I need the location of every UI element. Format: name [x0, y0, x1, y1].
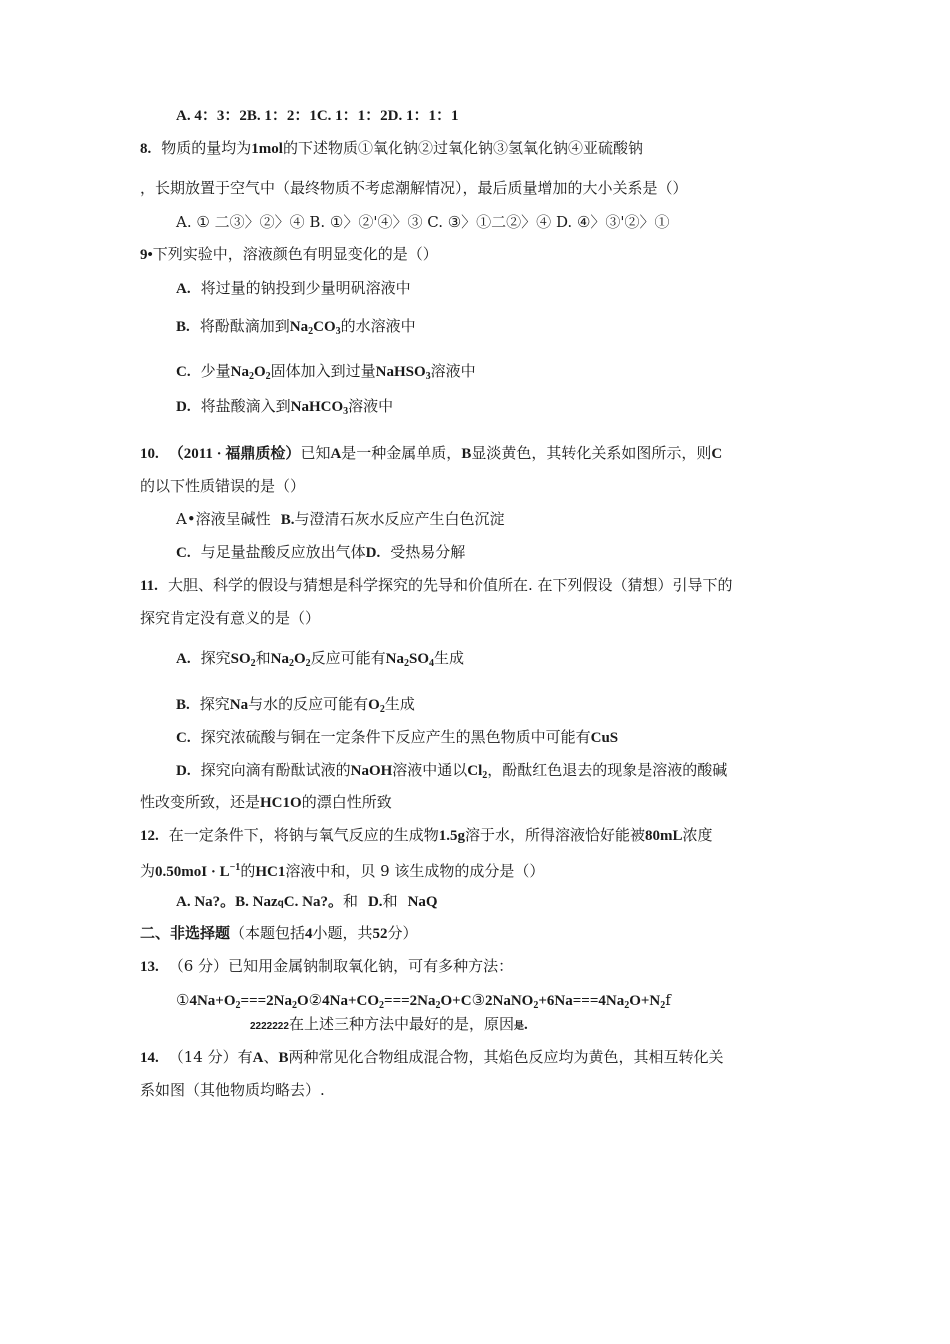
option-text: 将盐酸滴入到	[200, 397, 291, 415]
equation: f	[665, 991, 671, 1009]
q12-text: 溶于水，所得溶液恰好能被	[465, 826, 646, 844]
q13-number: 13.	[140, 959, 159, 975]
q11-option-a	[176, 648, 464, 674]
q13-text: .	[523, 1017, 528, 1033]
formula: CO	[313, 319, 336, 335]
q9-number: 9•	[140, 247, 153, 263]
option-text: 反应可能有	[310, 649, 386, 667]
equation: ===2Na	[240, 993, 292, 1009]
subscript: 2	[308, 326, 314, 337]
option-text: 将酚酞滴加到	[199, 317, 290, 335]
subscript: 2	[660, 1000, 666, 1011]
option-text: 和	[255, 649, 271, 667]
option-text: 溶液中	[348, 397, 394, 415]
equation: 2NaNO	[485, 993, 534, 1009]
option-text: 和	[382, 892, 398, 910]
q14-text: 两种常见化合物组成混合物，其焰色反应均为黄色，其相互转化关	[288, 1048, 724, 1066]
formula: NaHCO	[290, 399, 344, 415]
option-label: C.	[176, 364, 191, 380]
circled-number: ③	[471, 991, 486, 1009]
q13-score: （6 分）	[168, 957, 229, 975]
circled-number: ②	[308, 991, 323, 1009]
q12-text: 为	[140, 862, 156, 880]
option-text: 的水溶液中	[340, 317, 416, 335]
equation: +6Na===4Na	[538, 993, 625, 1009]
subscript: 2	[404, 658, 410, 669]
q10-number: 10.	[140, 446, 159, 462]
q9-option-b	[176, 316, 416, 342]
value: 1.5g	[438, 828, 466, 844]
subscript-row: 2222222	[250, 1021, 289, 1032]
q8-options: A. ① 二③〉②〉④ B. ①〉②'④〉③ C. ③〉①二②〉④ D. ④〉③'②〉①	[176, 213, 670, 231]
equation: O+C	[440, 993, 472, 1009]
section-note: 4	[305, 926, 313, 942]
formula: NaHSO	[375, 364, 426, 380]
subscript: 4	[429, 658, 435, 669]
option-text: 与足量盐酸反应放出气体	[200, 543, 366, 561]
section-note: （本题包括	[230, 924, 306, 942]
subscript: 2	[235, 1000, 241, 1011]
option-text: ，酚酞红色退去的现象是溶液的酸碱	[487, 761, 728, 779]
q8-line1	[140, 138, 643, 159]
option-label: B.	[280, 512, 295, 528]
formula: SO	[409, 651, 430, 667]
section-note: 52	[372, 926, 388, 942]
equation: 4Na+CO	[322, 993, 380, 1009]
q11-text: 大胆、科学的假设与猜想是科学探究的先导和价值所在. 在下列假设（猜想）引导下的	[167, 576, 733, 594]
option-text: q	[277, 898, 284, 909]
formula: Na	[289, 319, 309, 335]
q8-text: 物质的量均为	[161, 139, 252, 157]
q11-number: 11.	[140, 578, 158, 594]
option-label: D.	[365, 545, 381, 561]
q13-line3	[250, 1014, 528, 1037]
option-label: A.	[176, 281, 191, 297]
formula: Na	[270, 651, 289, 667]
option-text: 溶液中	[430, 362, 476, 380]
subscript: 3	[335, 326, 341, 337]
q11-option-d-line2	[140, 792, 392, 813]
subscript: 2	[250, 658, 256, 669]
option-text: 固体加入到过量	[270, 362, 376, 380]
q11-line2: 探究肯定没有意义的是（）	[140, 609, 321, 627]
q11-line1	[140, 575, 732, 596]
q10-line2: 的以下性质错误的是（）	[140, 477, 306, 495]
subscript: 2	[624, 1000, 630, 1011]
option-text: 溶液中通以	[392, 761, 468, 779]
formula: Na	[385, 651, 405, 667]
option-text: 少量	[200, 362, 231, 380]
subscript: 2	[248, 371, 254, 382]
q13-text: 在上述三种方法中最好的是，原因	[288, 1015, 514, 1033]
value: HC1	[255, 864, 286, 880]
subscript: 2	[379, 704, 385, 715]
q13-equations	[176, 990, 671, 1016]
formula: O	[253, 364, 266, 380]
option-label: D.	[367, 894, 383, 910]
q12-line2	[140, 858, 544, 882]
option-label: D.	[176, 399, 191, 415]
subscript: 2	[379, 1000, 385, 1011]
q9-stem	[140, 244, 438, 265]
subscript: 3	[343, 406, 349, 417]
q10-text: 已知	[300, 444, 331, 462]
formula: O	[293, 651, 306, 667]
value: 80mL	[645, 828, 683, 844]
q10-text: 显淡黄色，其转化关系如图所示，则	[471, 444, 712, 462]
subscript: 2	[533, 1000, 539, 1011]
q9-option-c	[176, 361, 476, 387]
section-note: 分）	[387, 924, 418, 942]
q11-option-d	[176, 760, 727, 786]
q12-text: 浓度	[682, 826, 713, 844]
q8-quantity: 1mol	[251, 141, 283, 157]
option-text: 探究浓硫酸与铜在一定条件下反应产生的黑色物质中可能有	[200, 728, 591, 746]
option-label: B.	[176, 319, 190, 335]
letter: B	[278, 1050, 289, 1066]
letter: A	[330, 446, 342, 462]
section-heading	[140, 923, 418, 944]
section-note: 小题，共	[312, 924, 373, 942]
subscript: 2	[288, 658, 294, 669]
q10-options-cd	[176, 542, 465, 563]
option-text: 生成	[384, 695, 415, 713]
equation: 4Na+O	[189, 993, 236, 1009]
q12-text: 溶液中和，贝 9 该生成物的成分是（）	[285, 862, 545, 880]
option-text: 生成	[434, 649, 465, 667]
option-text: 探究	[199, 695, 230, 713]
option-label: A.	[176, 651, 191, 667]
circled-number: ①	[176, 991, 190, 1009]
q12-line1	[140, 825, 713, 846]
q11-option-b	[176, 694, 415, 720]
option-text: C. Na?。	[283, 894, 343, 910]
q13-text: 是	[513, 1021, 524, 1032]
q10-text: 是一种金属单质，	[341, 444, 462, 462]
value: 0.50moI · L	[155, 864, 230, 880]
option-text: 将过量的钠投到少量明矾溶液中	[200, 279, 411, 297]
formula: CuS	[590, 730, 619, 746]
q14-number: 14.	[140, 1050, 159, 1066]
option-text: 探究向滴有酚酞试液的	[200, 761, 351, 779]
option-label: B.	[176, 697, 190, 713]
q14-line2: 系如图（其他物质均略去）.	[140, 1081, 325, 1099]
equation: O	[297, 993, 309, 1009]
formula: Cl	[467, 763, 483, 779]
section-title: 二、非选择题	[140, 926, 231, 942]
equation: ===2Na	[384, 993, 436, 1009]
q12-options	[176, 891, 438, 914]
letter: A	[252, 1050, 264, 1066]
subscript: 2	[305, 658, 311, 669]
q8-text: 的下述物质①氧化钠②过氧化钠③氢氧化钠④亚硫酸钠	[282, 139, 643, 157]
letter: B	[461, 446, 472, 462]
formula: NaQ	[407, 894, 438, 910]
option-text: 与水的反应可能有	[248, 695, 369, 713]
q12-number: 12.	[140, 828, 159, 844]
option-text: 探究	[200, 649, 231, 667]
subscript: 2	[292, 1000, 297, 1011]
q13-line1	[140, 956, 513, 977]
superscript: −1	[229, 862, 241, 873]
q14-line1	[140, 1047, 724, 1068]
q8-line2: ，长期放置于空气中（最终物质不考虑潮解情况），最后质量增加的大小关系是（）	[140, 179, 688, 197]
option-text: A. Na?。B. Naz	[176, 894, 278, 910]
q9-option-d	[176, 396, 393, 422]
subscript: 2	[435, 1000, 441, 1011]
equation: O+N	[629, 993, 661, 1009]
option-label: D.	[176, 763, 191, 779]
option-text: 的漂白性所致	[301, 793, 392, 811]
q14-text: 有	[237, 1048, 253, 1066]
q14-text: 、	[263, 1048, 279, 1066]
q8-number: 8.	[140, 141, 152, 157]
q14-score: （14 分）	[168, 1048, 238, 1066]
option-label: C.	[176, 730, 191, 746]
q12-text: 的	[240, 862, 256, 880]
formula: Na	[229, 697, 249, 713]
formula: Na	[230, 364, 249, 380]
q10-source: （2011 · 福鼎质检）	[168, 446, 301, 462]
letter: C	[711, 446, 723, 462]
formula: SO	[230, 651, 251, 667]
subscript: 3	[425, 371, 431, 382]
option-text: 和	[342, 892, 358, 910]
formula: NaOH	[350, 763, 393, 779]
q10-options-ab	[176, 509, 504, 530]
formula: O	[368, 697, 380, 713]
q7-options: A. 4：3：2B. 1：2：1C. 1：1：2D. 1：1：1	[176, 108, 459, 124]
q9-text: 下列实验中，溶液颜色有明显变化的是（）	[152, 245, 438, 263]
subscript: 2	[482, 770, 488, 781]
option-text: 性改变所致，还是	[140, 793, 261, 811]
q11-option-c	[176, 727, 618, 748]
option-text: 受热易分解	[390, 543, 466, 561]
option-text: A•溶液呈碱性	[176, 510, 271, 528]
q13-text: 已知用金属钠制取氧化钠，可有多种方法：	[228, 957, 514, 975]
q12-text: 在一定条件下，将钠与氧气反应的生成物	[168, 826, 439, 844]
option-label: C.	[176, 545, 191, 561]
subscript: 2	[265, 371, 271, 382]
option-text: 与澄清石灰水反应产生白色沉淀	[294, 510, 505, 528]
formula: HC1O	[260, 795, 302, 811]
q9-option-a	[176, 278, 411, 299]
q10-line1	[140, 443, 722, 464]
